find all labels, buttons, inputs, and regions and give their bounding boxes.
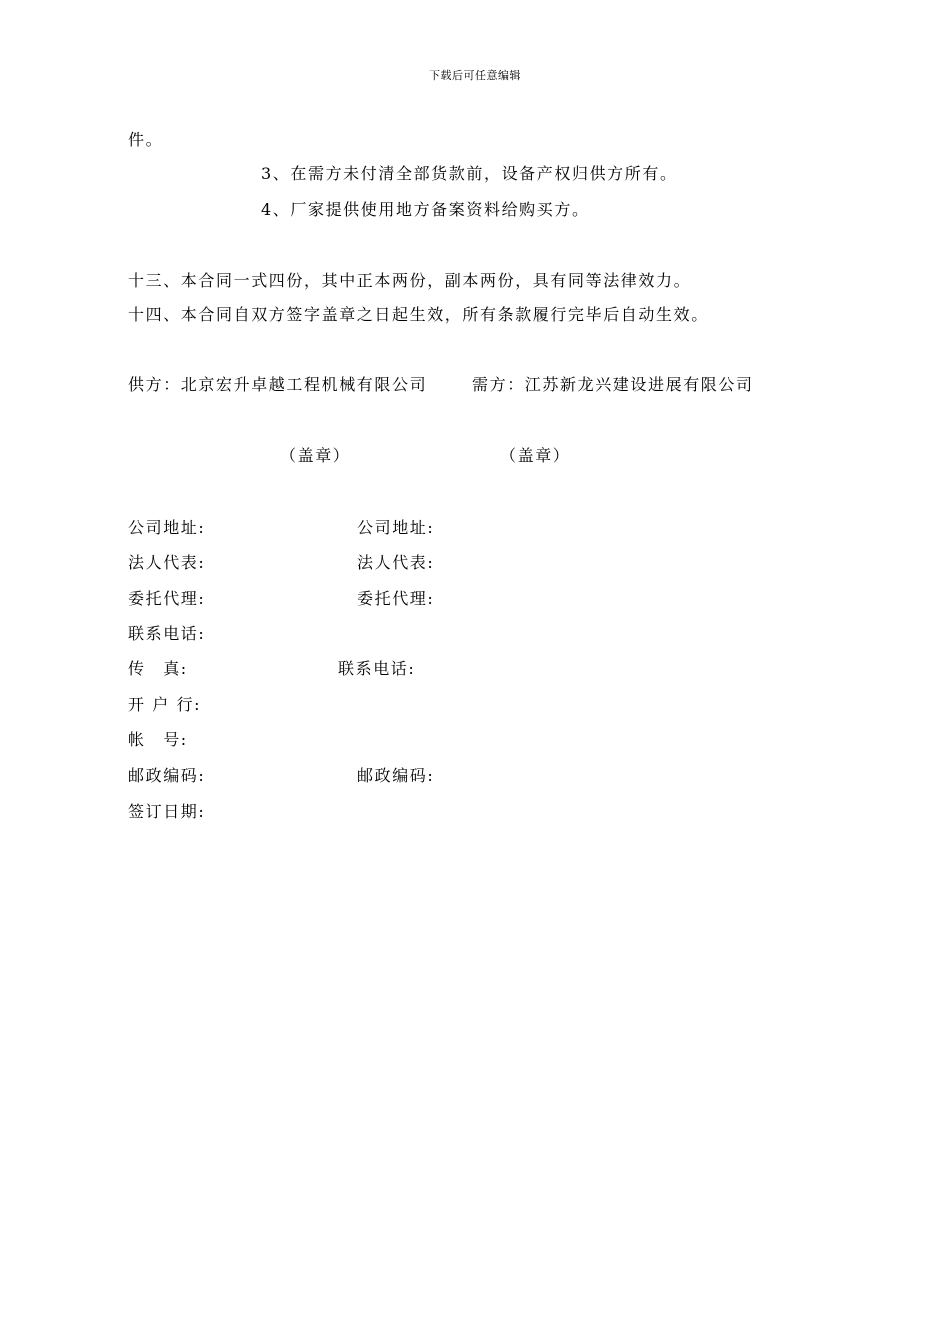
supplier-fax-label: 传 真: — [128, 659, 188, 678]
clause-tail: 件。 — [128, 130, 164, 149]
clause-item-3: 3、在需方未付清全部货款前，设备产权归供方所有。 — [261, 164, 678, 183]
clause-item-4: 4、厂家提供使用地方备案资料给购买方。 — [261, 200, 590, 219]
buyer-seal-label: （盖章） — [500, 446, 571, 465]
supplier-phone-label: 联系电话: — [128, 624, 206, 643]
buyer-legal-rep-label: 法人代表: — [357, 553, 435, 572]
page-header-note: 下载后可任意编辑 — [429, 69, 521, 82]
buyer-agent-label: 委托代理: — [357, 589, 435, 608]
buyer-postcode-label: 邮政编码: — [357, 766, 435, 785]
buyer-address-label: 公司地址: — [357, 518, 435, 537]
supplier-bank-label: 开 户 行: — [128, 695, 202, 714]
buyer-name: 需方：江苏新龙兴建设进展有限公司 — [472, 375, 754, 394]
supplier-name: 供方：北京宏升卓越工程机械有限公司 — [128, 375, 428, 394]
supplier-legal-rep-label: 法人代表: — [128, 553, 206, 572]
supplier-address-label: 公司地址: — [128, 518, 206, 537]
clause-14: 十四、本合同自双方签字盖章之日起生效，所有条款履行完毕后自动生效。 — [128, 305, 709, 324]
clause-13: 十三、本合同一式四份，其中正本两份，副本两份，具有同等法律效力。 — [128, 271, 692, 290]
sign-date-label: 签订日期: — [128, 802, 206, 821]
buyer-phone-label: 联系电话: — [338, 659, 416, 678]
supplier-seal-label: （盖章） — [280, 446, 351, 465]
supplier-agent-label: 委托代理: — [128, 589, 206, 608]
supplier-account-label: 帐 号: — [128, 730, 188, 749]
supplier-postcode-label: 邮政编码: — [128, 766, 206, 785]
